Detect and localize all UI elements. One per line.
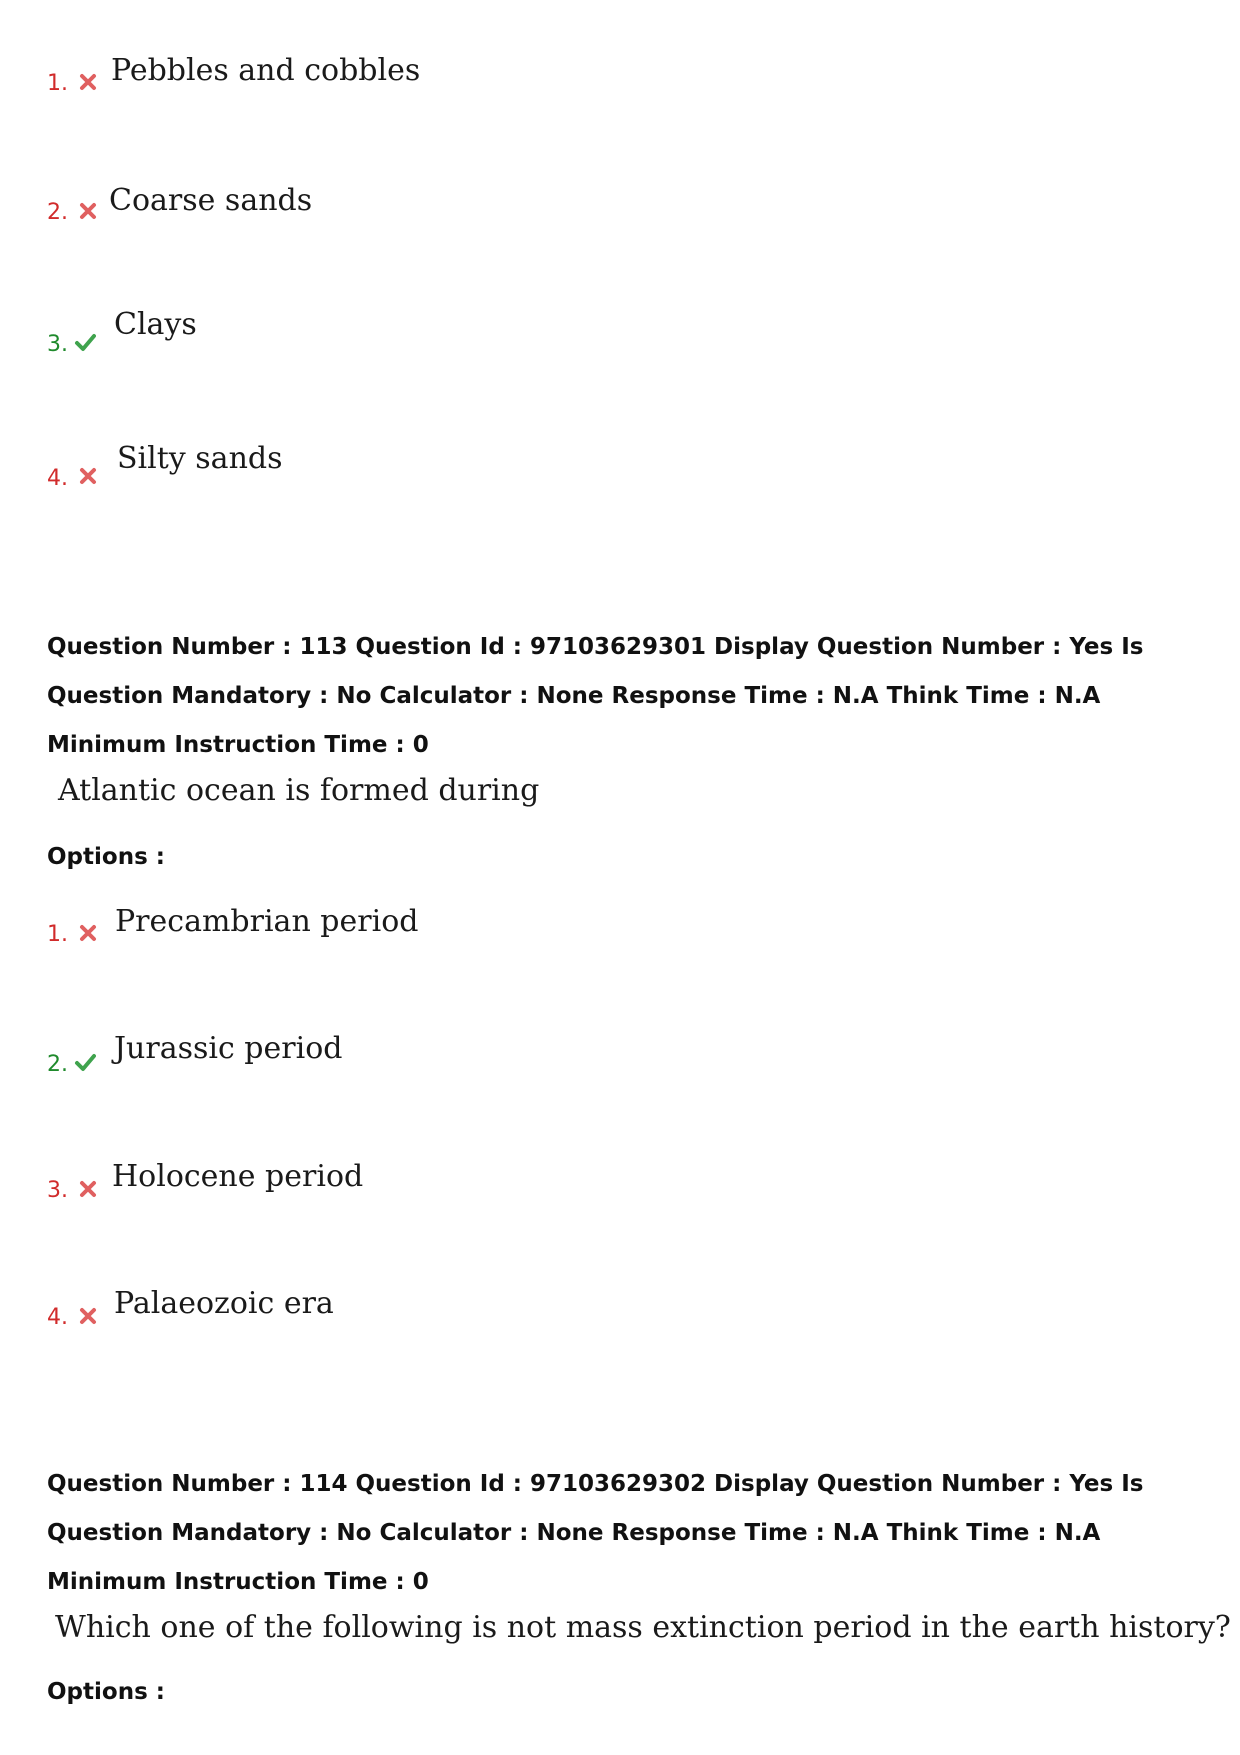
options-label: Options : (47, 844, 165, 870)
cross-icon (77, 71, 99, 93)
option-number: 2. (47, 200, 68, 225)
cross-icon (77, 200, 99, 222)
question-text: Which one of the following is not mass extinction period in the earth history? (55, 1610, 1231, 1645)
option-number: 2. (47, 1052, 68, 1077)
option-text: Clays (114, 307, 197, 342)
option-text: Silty sands (117, 441, 283, 476)
options-label: Options : (47, 1679, 165, 1705)
option-number: 1. (47, 71, 68, 96)
question-meta: Question Number : 113 Question Id : 97103629301 Display Question Number : Yes Is Question Mandatory : No Calculator : None Response Time : N.A Think Time : N.A Minimum Instruction Time : 0 (47, 634, 1144, 758)
option-text: Holocene period (112, 1159, 364, 1194)
cross-icon (77, 922, 99, 944)
question-text: Atlantic ocean is formed during (58, 773, 540, 808)
option-text: Coarse sands (109, 183, 313, 218)
option-text: Palaeozoic era (114, 1286, 334, 1321)
option-number: 3. (47, 332, 68, 357)
option-text: Precambrian period (115, 904, 419, 939)
question-meta: Question Number : 114 Question Id : 97103629302 Display Question Number : Yes Is Question Mandatory : No Calculator : None Response Time : N.A Think Time : N.A Minimum Instruction Time : 0 (47, 1471, 1144, 1595)
option-number: 4. (47, 1305, 68, 1330)
option-number: 3. (47, 1178, 68, 1203)
check-icon (74, 331, 96, 353)
option-text: Jurassic period (114, 1031, 343, 1066)
option-text: Pebbles and cobbles (111, 53, 421, 88)
check-icon (74, 1051, 96, 1073)
cross-icon (77, 1178, 99, 1200)
option-number: 1. (47, 922, 68, 947)
option-number: 4. (47, 466, 68, 491)
cross-icon (77, 1305, 99, 1327)
cross-icon (77, 465, 99, 487)
